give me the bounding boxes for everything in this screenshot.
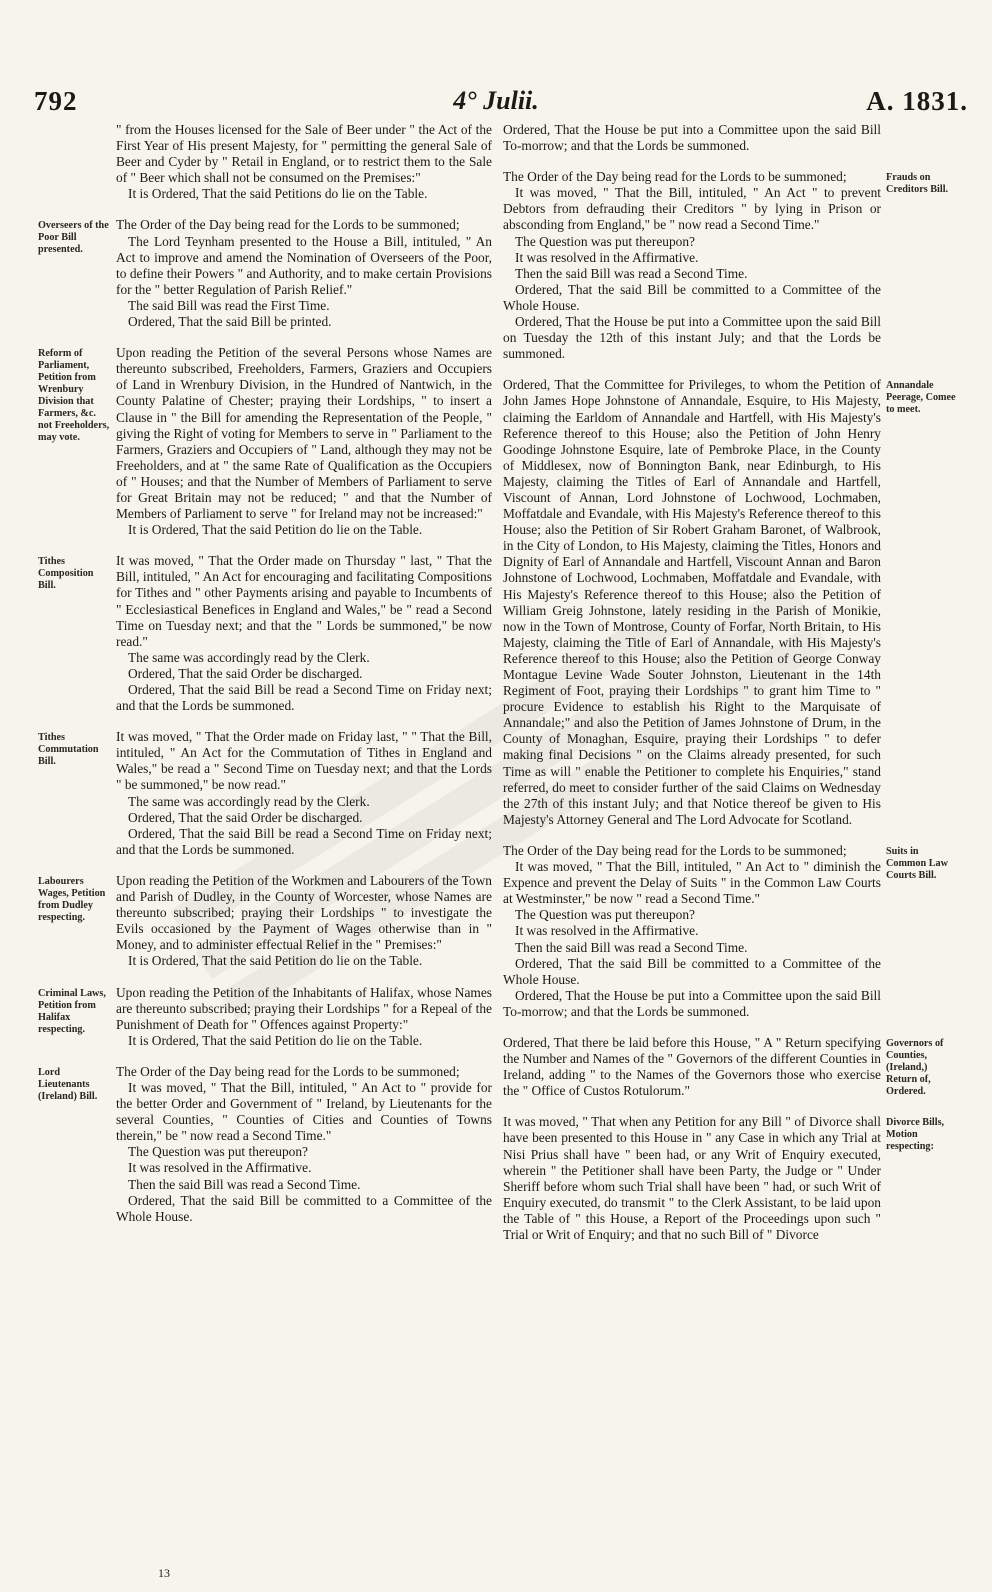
entry-paragraph: Ordered, That the said Bill be committed to a Committee of the Whole House.	[116, 1192, 492, 1224]
left-column	[116, 122, 492, 1574]
entry-paragraph: Then the said Bill was read a Second Time.	[128, 1176, 361, 1192]
margin-note: Reform of Parliament, Petition from Wrenbury Division that Farmers, &c. not Freeholders, may vote.	[38, 348, 110, 443]
right-column	[503, 122, 881, 1574]
entry-paragraph: It is Ordered, That the said Petition do lie on the Table.	[128, 1032, 423, 1048]
entry-paragraph: Ordered, That the said Bill be read a Second Time on Friday next; and that the Lords be summoned.	[116, 825, 492, 857]
entry-paragraph: The same was accordingly read by the Clerk.	[128, 649, 370, 665]
right-column-entry	[503, 169, 881, 362]
entry-paragraph: Ordered, That the said Order be discharged.	[128, 665, 363, 681]
page-year: A. 1831.	[866, 86, 968, 116]
entry-paragraph: Ordered, That the said Order be discharged.	[128, 809, 363, 825]
entry-paragraph: Ordered, That the said Bill be printed.	[128, 314, 332, 330]
entry-paragraph: It was resolved in the Affirmative.	[515, 249, 699, 265]
margin-note: Annandale Peerage, Comee to meet.	[886, 380, 956, 415]
entry-paragraph: Ordered, That the said Bill be read a Second Time on Friday next; and that the Lords be summoned.	[116, 682, 492, 714]
margin-note: Criminal Laws, Petition from Halifax respecting.	[38, 988, 106, 1035]
entry-paragraph: It was moved, " That the Order made on Thursday " last, " That the Bill, intituled, " An Act for encouraging and facilitating Compositions for Tithes and " other Payments arising and payable to Incumbents of " Ecclesiastical Benefices in England and Wales," be " read a Second Time on Tuesday next; and that the " Lords be summoned," be now read."	[116, 553, 492, 649]
entry-paragraph: Ordered, That the said Bill be committed to a Committee of the Whole House.	[503, 955, 881, 987]
entry-paragraph: The same was accordingly read by the Clerk.	[128, 793, 370, 809]
entry-paragraph: Ordered, That there be laid before this House, " A " Return specifying the Number and Names of the " Governors of the different Counties in Ireland, adding " to the Names of the Governors those who exercise the " Office of Custos Rotulorum."	[503, 1034, 881, 1099]
entry-paragraph: Ordered, That the Committee for Privileges, to whom the Petition of John James Hope Johnstone of Annandale, Esquire, to His Majesty, claiming the Earldom of Annandale and Hartfell, with His Majesty's Reference thereof to this House; also the Petition of John Henry Goodinge Johnstone Esquire, late of Pembroke Place, in the County of Middlesex, now of Bonnington Bank, near Edinburgh, to His Majesty, claiming the Titles of Earl of Annandale and Hartfell, Viscount of Annan, Lord Johnstone of Lochwood, Lochmaben, Moffatdale and Evandale, with His Majesty's Reference thereof to this House; also the Petition of Sir Robert Graham Baronet, of Walbrook, in the City of London, to His Majesty, claiming the Titles, Honors and Dignity of Earl of Annandale and Hartfell, Viscount Annan and Baron Johnstone of Lochwood, Lochmaben, Moffatdale and Evandale, with His Majesty's Reference thereof to this House; also the Petition of William Greig Johnstone, lately residing in the Parish of Monikie, now in the Town of Montrose, County of Forfar, North Britain, to His Majesty, claiming the Title of Earl of Annandale, with His Majesty's Reference thereof to this House; also the Petition of George Conway Montague Levine Wade Souter Johnston, Lieutenant in the 14th Regiment of Foot, praying their Lordships " to grant him Time to " procure Evidence to establish his Right to the Marquisate of Annandale;" and also the Petition of James Johnstone of Drum, in the County of Monaghan, Esquire, praying their Lordships " to defer making final Decisions " on the Claims already presented, for such Time as will " enable the Petitioner to complete his Enquiries," stand referred, do meet to consider further of the said Claims on Wednesday the 27th of this instant July; and that Notice thereof be given to His Majesty's Attorney General and The Lord Advocate for Scotland.	[503, 377, 881, 827]
entry-paragraph: Ordered, That the House be put into a Committee upon the said Bill To-morrow; and that the Lords be summoned.	[503, 122, 881, 154]
entry-paragraph: It is Ordered, That the said Petitions do lie on the Table.	[128, 186, 428, 202]
right-column-entry	[503, 377, 881, 828]
entry-paragraph: The Question was put thereupon?	[515, 233, 695, 249]
entry-paragraph: It was resolved in the Affirmative.	[128, 1160, 312, 1176]
margin-note: Suits in Common Law Courts Bill.	[886, 846, 948, 881]
entry-paragraph: Then the said Bill was read a Second Time.	[515, 265, 748, 281]
entry-paragraph: The Order of the Day being read for the Lords to be summoned;	[503, 169, 847, 185]
left-column-entry	[116, 345, 492, 538]
entry-paragraph: It is Ordered, That the said Petition do lie on the Table.	[128, 522, 423, 538]
entry-paragraph: It was moved, " That the Bill, intituled, " An Act to " provide for the better Order and Government of " Ireland, by Lieutenants for the several Counties, " Counties of Cities and Counties of Towns therein," be " now read a Second Time."	[116, 1079, 492, 1144]
margin-note: Lord Lieutenants (Ireland) Bill.	[38, 1067, 98, 1102]
right-column-entry	[503, 1035, 881, 1099]
entry-paragraph: Upon reading the Petition of the Inhabitants of Halifax, whose Names are thereunto subscribed; praying their Lordships " for a Repeal of the Punishment of Death for " Offences against Property:"	[116, 984, 492, 1032]
margin-note: Labourers Wages, Petition from Dudley respecting.	[38, 876, 106, 923]
margin-note: Overseers of the Poor Bill presented.	[38, 220, 109, 255]
margin-note: Tithes Commutation Bill.	[38, 732, 99, 767]
margin-note: Governors of Counties, (Ireland,) Return of, Ordered.	[886, 1038, 944, 1097]
page-date: 4° Julii.	[453, 86, 539, 115]
entry-paragraph: It was moved, " That the Bill, intituled, " An Act to " diminish the Expence and prevent the Delay of Suits " in the Common Law Courts at Westminster," be now " read a Second Time."	[503, 859, 881, 907]
entry-paragraph: Then the said Bill was read a Second Time.	[515, 939, 748, 955]
right-column-entry	[503, 843, 881, 1020]
left-column-entry	[116, 729, 492, 858]
entry-paragraph: Ordered, That the said Bill be committed to a Committee of the Whole House.	[503, 281, 881, 313]
left-column-entry	[116, 553, 492, 714]
left-column-entry	[116, 985, 492, 1049]
left-column-entry	[116, 122, 492, 202]
left-column-entry	[116, 1064, 492, 1225]
margin-note: Tithes Composition Bill.	[38, 556, 94, 591]
entry-paragraph: The Lord Teynham presented to the House a Bill, intituled, " An Act to improve and amend the Nomination of Overseers of the Poor, to define their Powers " and Authority, and to make certain Provisions for the " better Regulation of Parish Relief."	[116, 233, 492, 297]
entry-paragraph: It was resolved in the Affirmative.	[515, 923, 699, 939]
margin-note: Frauds on Creditors Bill.	[886, 172, 949, 195]
entry-paragraph: The Question was put thereupon?	[128, 1144, 308, 1160]
entry-paragraph: It was moved, " That the Bill, intituled, " An Act " to prevent Debtors from defrauding their Creditors " by lying in Prison or absconding from England," be " now read a Second Time."	[503, 185, 881, 233]
page-number: 792	[34, 86, 78, 116]
entry-paragraph: It was moved, " That when any Petition for any Bill " of Divorce shall have been presented to this House in " any Case in which any Trial at Nisi Prius shall have " been had, or any Writ of Enquiry executed, wherein " the Petitioner shall have been Party, the Judge or " Under Sheriff before whom such Trial shall have been " had, or such Writ of Enquiry executed, do transmit " to the Clerk Assistant, to be laid upon the Table of " this House, a Report of the Proceedings upon such " Trial or Writ of Enquiry; and that no such Bill of " Divorce	[503, 1114, 881, 1242]
entry-paragraph: The Question was put thereupon?	[515, 907, 695, 923]
right-column-entry	[503, 1114, 881, 1243]
entry-paragraph: Ordered, That the House be put into a Committee upon the said Bill on Tuesday the 12th of this instant July; and that the Lords be summoned.	[503, 314, 881, 362]
entry-paragraph: The Order of the Day being read for the Lords to be summoned;	[503, 842, 847, 858]
signature-mark: 13	[158, 1566, 170, 1580]
entry-paragraph: The Order of the Day being read for the Lords to be summoned;	[116, 1063, 460, 1079]
right-column-entry	[503, 122, 881, 154]
page-header	[0, 86, 992, 122]
entry-paragraph: The said Bill was read the First Time.	[128, 297, 330, 313]
margin-note: Divorce Bills, Motion respecting:	[886, 1117, 945, 1152]
entry-paragraph: Upon reading the Petition of the several Persons whose Names are thereunto subscribed, Freeholders, Farmers, Graziers and Occupiers of Land in Wrenbury Division, in the Hundred of Nantwich, in the County Palatine of Chester; praying their Lordships, " to insert a Clause in " the Bill for amending the Representation of the People, " giving the Right of voting for Members to serve in " Parliament to the Farmers, Graziers and Occupiers of " Land, although they may not be Freeholders, and at " the same Rate of Qualification as the Occupiers of " Houses; and that the Number of Members of Parliament to serve for Great Britain may not be reduced; " and that the Number of Members of Parliament to serve " for Ireland may not be increased:"	[116, 345, 492, 522]
entry-paragraph: The Order of the Day being read for the Lords to be summoned;	[116, 217, 460, 233]
left-column-entry	[116, 217, 492, 330]
left-column-entry	[116, 873, 492, 970]
entry-paragraph: Ordered, That the House be put into a Committee upon the said Bill To-morrow; and that the Lords be summoned.	[503, 987, 881, 1019]
entry-paragraph: Upon reading the Petition of the Workmen and Labourers of the Town and Parish of Dudley, in the County of Worcester, whose Names are thereunto subscribed; praying their Lordships " to investigate the Evils occasioned by the Payment of Wages otherwise than in " Money, and to administer effectual Relief in the " Premises:"	[116, 872, 492, 953]
entry-paragraph: It was moved, " That the Order made on Friday last, " " That the Bill, intituled, " An Act for the Commutation of Tithes in England and Wales," be read a " Second Time on Tuesday next; and that the Lords " be summoned," be now read."	[116, 729, 492, 793]
entry-paragraph: It is Ordered, That the said Petition do lie on the Table.	[128, 953, 423, 969]
entry-paragraph: " from the Houses licensed for the Sale of Beer under " the Act of the First Year of His present Majesty, for " permitting the general Sale of Beer and Cyder by " Retail in England, or to restrict them to the Sale of " Beer which shall not be consumed on the Premises:"	[116, 122, 492, 186]
